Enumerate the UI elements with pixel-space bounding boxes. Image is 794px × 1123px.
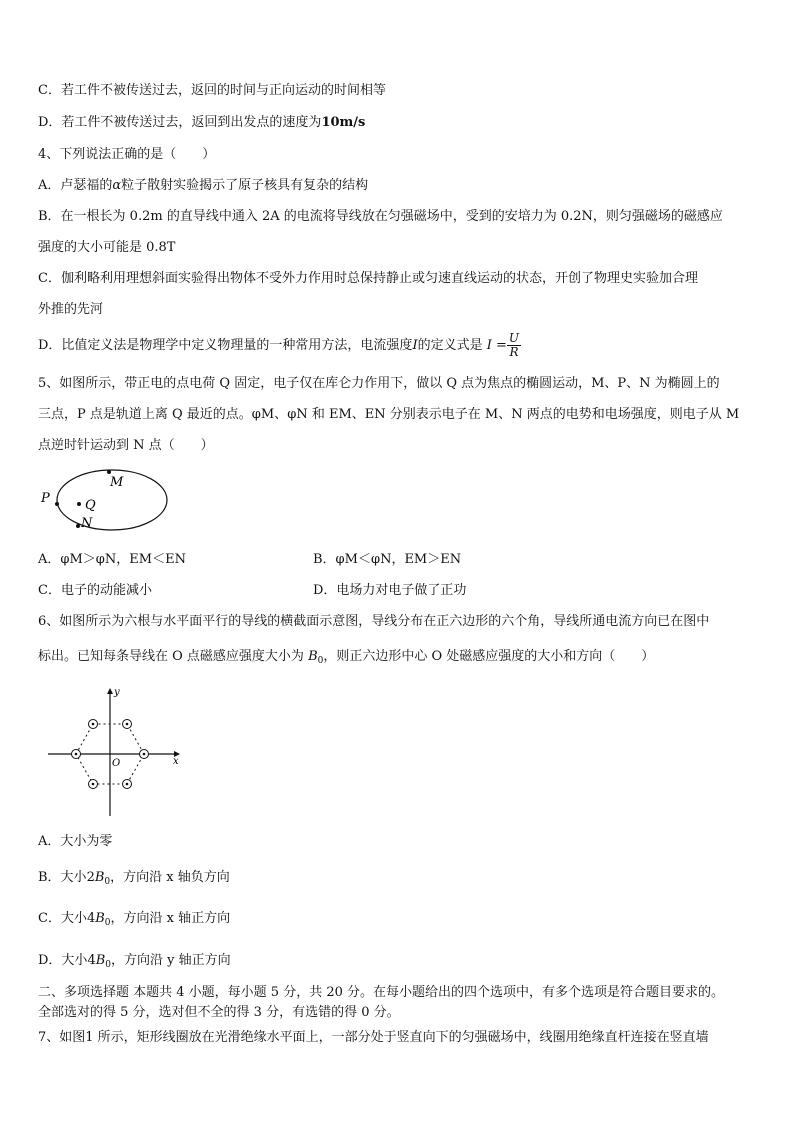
fraction-u-over-r: $\frac{U}{R}$ (508, 331, 520, 359)
q5-stem-line2: 三点，P 点是轨道上离 Q 最近的点。φM、φN 和 EM、EN 分别表示电子在 M、N 两点的电势和电场强度，则电子从 M (38, 407, 740, 422)
label-y: y (114, 687, 120, 698)
label-n: N (81, 516, 93, 531)
q5-option-b: B．φM＜φN，EM＞EN (313, 552, 462, 567)
q5-option-c: C．电子的动能减小 (38, 583, 152, 598)
section2-line1: 二、多项选择题 本题共 4 小题，每小题 5 分，共 20 分。在每小题给出的四个选项中，有多个选项是符合题目要求的。 (38, 985, 725, 1000)
alpha-symbol: α (112, 178, 122, 193)
section2-line2: 全部选对的得 5 分，选对但不全的得 3 分，有选错的得 0 分。 (38, 1005, 400, 1020)
q3-option-c: C．若工件不被传送过去，返回的时间与正向运动的时间相等 (38, 83, 386, 98)
q4-option-a: A．卢瑟福的α粒子散射实验揭示了原子核具有复杂的结构 (38, 178, 369, 193)
q4-option-b-line2: 强度的大小可能是 0.8T (38, 240, 176, 255)
q5-option-a: A．φM＞φN，EM＜EN (38, 552, 186, 567)
label-p: P (41, 491, 50, 506)
q3-option-d: D．若工件不被传送过去，返回到出发点的速度为10m/s (38, 115, 366, 130)
label-o: O (112, 758, 121, 769)
q6-stem-line1: 6、如图所示为六根与水平面平行的导线的横截面示意图，导线分布在正六边形的六个角，导线所通电流方向已在图中 (38, 614, 710, 629)
label-m: M (110, 475, 124, 490)
q4-option-c-line1: C．伽利略利用理想斜面实验得出物体不受外力作用时总保持静止或匀速直线运动的状态，开创了物理史实验加合理 (38, 271, 698, 286)
q6-stem-line2: 标出。已知每条导线在 O 点磁感应强度大小为 $B_0$，则正六边形中心 O 处磁感应强度的大小和方向（ ） (38, 649, 655, 666)
q6-option-d: D．大小$4B_0$，方向沿 y 轴正方向 (38, 953, 231, 970)
point-n (76, 524, 80, 528)
q4-option-c-line2: 外推的先河 (38, 302, 104, 317)
label-x: x (173, 756, 179, 767)
q6-option-b: B．大小$2B_0$，方向沿 x 轴负方向 (38, 870, 230, 887)
q5-stem-line1: 5、如图所示，带正电的点电荷 Q 固定，电子仅在库仑力作用下，做以 Q 点为焦点的椭圆运动，M、P、N 为椭圆上的 (38, 376, 720, 391)
q4-option-b-line1: B．在一根长为 0.2m 的直导线中通入 2A 的电流将导线放在匀强磁场中，受到的安培力为 0.2N，则匀强磁场的磁感应 (38, 209, 723, 224)
q7-stem-line1: 7、如图1 所示，矩形线圈放在光滑绝缘水平面上，一部分处于竖直向下的匀强磁场中，线圈用绝缘直杆连接在竖直墙 (38, 1030, 709, 1045)
q4-option-d: D．比值定义法是物理学中定义物理量的一种常用方法，电流强度I的定义式是 I = $\frac{U}{R}$ (38, 331, 520, 359)
q5-option-d: D．电场力对电子做了正功 (313, 583, 467, 598)
q6-option-a: A．大小为零 (38, 834, 113, 849)
point-p (55, 502, 59, 506)
hexagon-wires-figure (44, 684, 184, 820)
point-m (107, 470, 111, 474)
q6-option-c: C．大小$4B_0$，方向沿 x 轴正方向 (38, 911, 231, 928)
q4-stem: 4、下列说法正确的是（ ） (38, 147, 216, 162)
ellipse-orbit-figure (36, 464, 176, 540)
y-axis-arrow (107, 688, 113, 694)
point-q (77, 502, 81, 506)
label-q: Q (85, 498, 96, 513)
q5-stem-line3: 点逆时针运动到 N 点（ ） (38, 438, 214, 453)
